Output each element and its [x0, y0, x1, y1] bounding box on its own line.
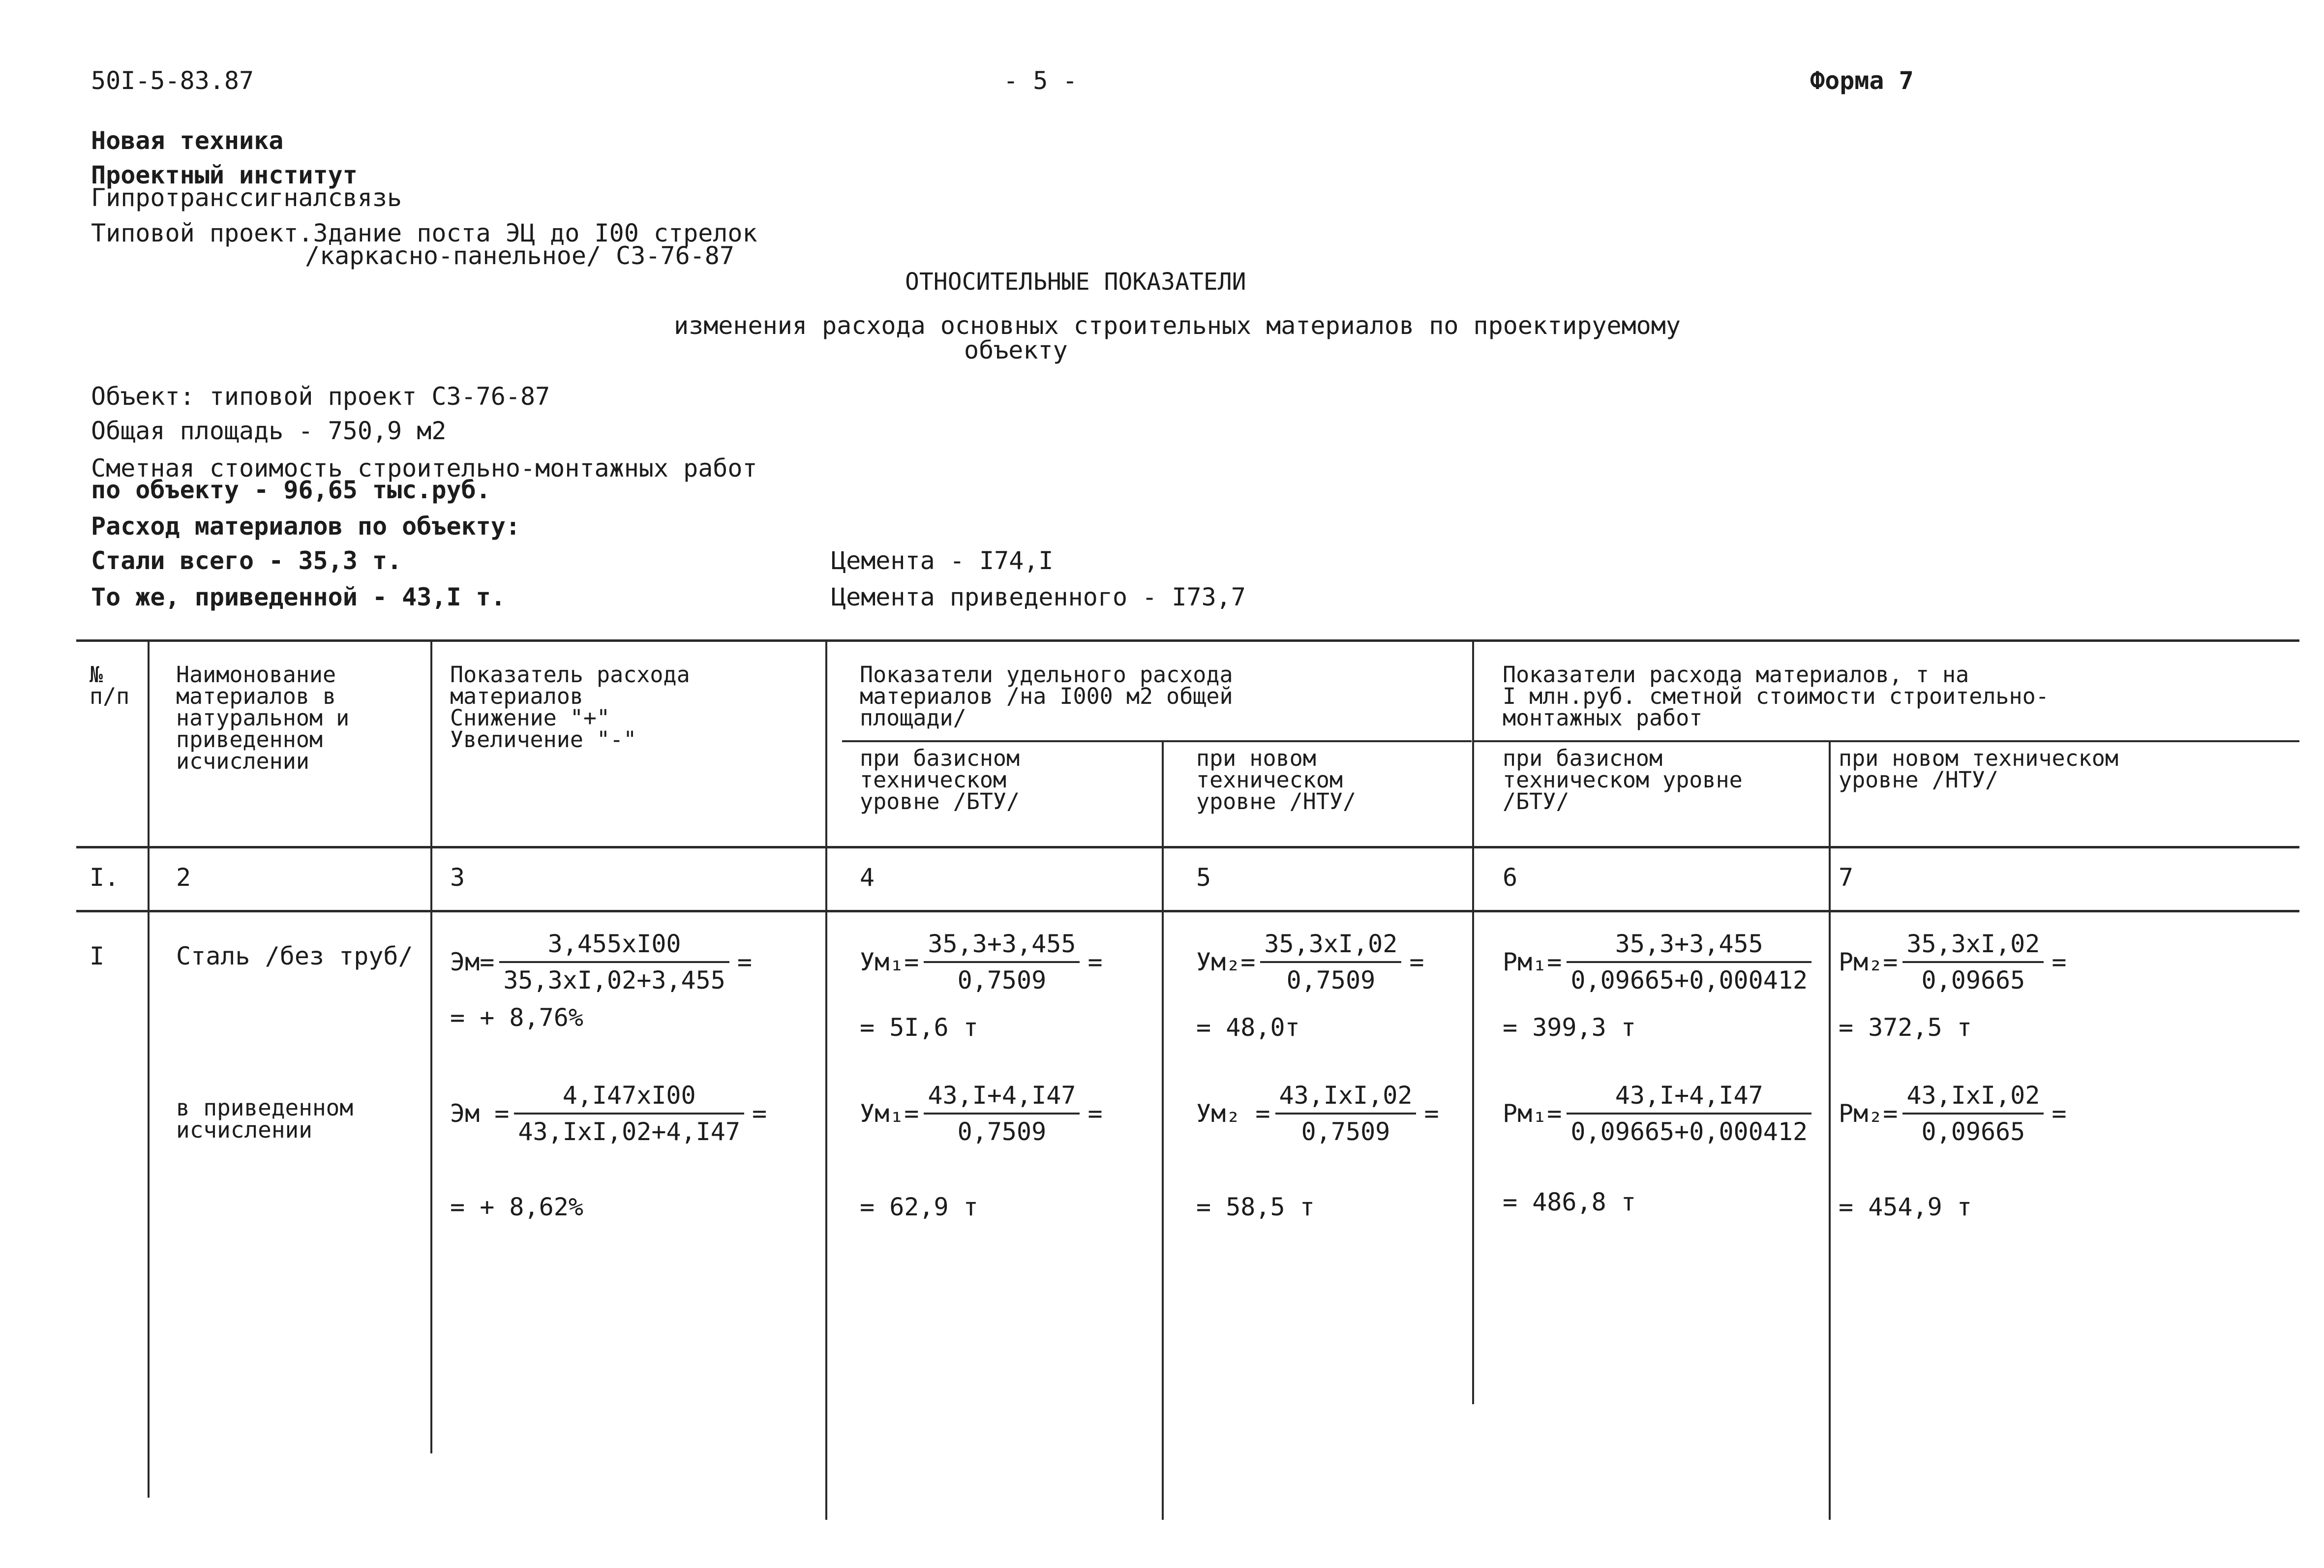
equals-sign: =: [1087, 948, 1103, 976]
col-divider-2: [430, 642, 432, 1453]
consumption-heading: Расход материалов по объекту:: [91, 512, 520, 541]
column-number-3: 3: [450, 863, 465, 892]
header-cost-btu: при базисном техническом уровне /БТУ/: [1503, 745, 1743, 814]
row-1-formula-col5: [1196, 930, 1424, 995]
formula-lhs: Ум₂ =: [1196, 1099, 1270, 1128]
formula-fraction: [1902, 1081, 2044, 1146]
org-line-1: Новая техника: [91, 126, 284, 155]
cement-reduced: Цемента приведенного - I73,7: [831, 583, 1246, 611]
doc-title: ОТНОСИТЕЛЬНЫЕ ПОКАЗАТЕЛИ: [905, 268, 1246, 296]
equals-sign: =: [2052, 1099, 2067, 1128]
formula-lhs: Ум₂=: [1196, 948, 1256, 976]
formula-numerator: 43,I+4,I47: [924, 1081, 1080, 1115]
steel-total: Стали всего - 35,3 т.: [91, 546, 402, 575]
formula-numerator: 3,455хI00: [499, 930, 729, 963]
row-1-formula-col6: [1503, 930, 1811, 995]
row-2-result-col3: = + 8,62%: [450, 1193, 583, 1221]
formula-denominator: 0,09665+0,000412: [1570, 1117, 1808, 1146]
formula-numerator: 35,3хI,02: [1902, 930, 2044, 963]
formula-fraction: [924, 1081, 1080, 1146]
formula-numerator: 35,3+3,455: [1567, 930, 1811, 963]
header-specific-ntu: при новом техническом уровне /НТУ/: [1196, 745, 1357, 814]
formula-fraction: [1275, 1081, 1417, 1146]
object-name: Объект: типовой проект СЗ-76-87: [91, 382, 550, 411]
formula-lhs: Рм₂=: [1839, 948, 1898, 976]
column-number-6: 6: [1503, 863, 1518, 892]
row-2-formula-col4: [860, 1081, 1103, 1146]
row-2-result-col4: = 62,9 т: [860, 1193, 978, 1221]
page-number: - 5 -: [1003, 66, 1078, 95]
formula-denominator: 0,7509: [1301, 1117, 1390, 1146]
column-number-7: 7: [1839, 863, 1854, 892]
column-number-1: I.: [90, 863, 120, 892]
formula-denominator: 0,7509: [957, 1117, 1047, 1146]
formula-lhs: Ум₁=: [860, 948, 919, 976]
row-1-formula-col4: [860, 930, 1103, 995]
formula-lhs: Рм₁=: [1503, 948, 1562, 976]
formula-numerator: 4,I47хI00: [514, 1081, 744, 1115]
col-divider-3: [825, 642, 827, 1520]
header-consumption-index: Показатель расхода материалов Снижение "+" Увеличение "-": [450, 662, 690, 753]
formula-denominator: 0,09665+0,000412: [1570, 966, 1808, 995]
formula-numerator: 35,3+3,455: [924, 930, 1080, 963]
formula-lhs: Рм₂=: [1839, 1099, 1898, 1128]
formula-fraction: [514, 1081, 744, 1146]
row-1-number: I: [90, 942, 105, 970]
equals-sign: =: [752, 1099, 767, 1128]
row-2-formula-col7: [1839, 1081, 2066, 1146]
header-specific-consumption: Показатели удельного расхода материалов /на I000 м2 общей площади/: [860, 662, 1233, 731]
row-2-formula-col5: [1196, 1081, 1439, 1146]
column-number-5: 5: [1196, 863, 1211, 892]
formula-denominator: 43,IхI,02+4,I47: [518, 1117, 740, 1146]
formula-lhs: Ум₁=: [860, 1099, 919, 1128]
formula-denominator: 0,09665: [1921, 1117, 2025, 1146]
formula-numerator: 43,IхI,02: [1275, 1081, 1417, 1115]
row-2-material-name-1: в приведенном: [176, 1094, 354, 1121]
steel-reduced: То же, приведенной - 43,I т.: [91, 583, 506, 611]
formula-numerator: 43,I+4,I47: [1567, 1081, 1811, 1115]
row-2-result-col7: = 454,9 т: [1839, 1193, 1972, 1221]
header-specific-btu: при базисном техническом уровне /БТУ/: [860, 745, 1020, 814]
col-divider-4: [1162, 740, 1164, 1520]
row-2-material-name-2: исчислении: [176, 1116, 312, 1143]
col-divider-5: [1472, 642, 1474, 1404]
col-divider-6: [1829, 740, 1831, 1520]
org-line-3: Гипротрансcигналсвязь: [91, 183, 402, 212]
equals-sign: =: [737, 948, 752, 976]
equals-sign: =: [1424, 1099, 1439, 1128]
colnum-bottom-rule: [76, 910, 2299, 912]
formula-lhs: Эм =: [450, 1099, 510, 1128]
row-2-result-col6: = 486,8 т: [1503, 1188, 1636, 1216]
subheader-rule-left: [842, 740, 1472, 742]
header-cost-ntu: при новом техническом уровне /НТУ/: [1839, 745, 2118, 793]
formula-denominator: 0,7509: [957, 966, 1047, 995]
formula-lhs: Эм=: [450, 948, 495, 976]
formula-denominator: 35,3хI,02+3,455: [503, 966, 725, 995]
row-1-result-col7: = 372,5 т: [1839, 1013, 1972, 1042]
object-cost-2: по объекту - 96,65 тыс.руб.: [91, 476, 491, 504]
row-2-result-col5: = 58,5 т: [1196, 1193, 1315, 1221]
col-divider-1: [148, 642, 150, 1498]
column-number-2: 2: [176, 863, 191, 892]
formula-fraction: [924, 930, 1080, 995]
header-cost-consumption: Показатели расхода материалов, т на I млн.руб. сметной стоимости строительно- монтажных работ: [1503, 662, 2049, 731]
table-top-rule: [76, 639, 2299, 642]
document-code: 50I-5-83.87: [91, 66, 254, 95]
header-bottom-rule: [76, 846, 2299, 848]
equals-sign: =: [1409, 948, 1424, 976]
column-number-4: 4: [860, 863, 875, 892]
formula-denominator: 0,09665: [1921, 966, 2025, 995]
form-label: Форма 7: [1810, 66, 1914, 95]
cement-total: Цемента - I74,I: [831, 546, 1054, 575]
row-1-result-col3: = + 8,76%: [450, 1003, 583, 1032]
row-1-result-col4: = 5I,6 т: [860, 1013, 978, 1042]
row-1-result-col6: = 399,3 т: [1503, 1013, 1636, 1042]
header-number: № п/п: [90, 662, 130, 709]
formula-denominator: 0,7509: [1286, 966, 1376, 995]
formula-fraction: [1260, 930, 1401, 995]
row-2-formula-col3: [450, 1081, 767, 1146]
object-area: Общая площадь - 750,9 м2: [91, 417, 447, 445]
row-1-formula-col7: [1839, 930, 2066, 995]
formula-numerator: 43,IхI,02: [1902, 1081, 2044, 1115]
project-line-1: Типовой проект.Здание поста ЭЦ до I00 стрелок: [91, 219, 757, 247]
doc-subtitle-2: объекту: [964, 336, 1068, 364]
formula-fraction: [1567, 930, 1811, 995]
header-material-name: Наимонование материалов в натуральном и приведенном исчислении: [176, 662, 350, 774]
row-1-material-name: Сталь /без труб/: [176, 942, 413, 970]
equals-sign: =: [1087, 1099, 1103, 1128]
row-1-formula-col3: [450, 930, 752, 995]
formula-numerator: 35,3хI,02: [1260, 930, 1401, 963]
formula-fraction: [1902, 930, 2044, 995]
doc-subtitle-1: изменения расхода основных строительных материалов по проектируемому: [674, 311, 1681, 340]
row-2-formula-col6: [1503, 1081, 1811, 1146]
formula-fraction: [499, 930, 729, 995]
row-1-result-col5: = 48,0т: [1196, 1013, 1300, 1042]
subheader-rule-right: [1472, 740, 2299, 742]
formula-lhs: Рм₁=: [1503, 1099, 1562, 1128]
org-line-2: Проектный институт: [91, 161, 358, 189]
project-line-2: /каркасно-панельное/ СЗ-76-87: [305, 241, 734, 270]
formula-fraction: [1567, 1081, 1811, 1146]
object-cost-1: Сметная стоимость строительно-монтажных работ: [91, 454, 757, 482]
equals-sign: =: [2052, 948, 2067, 976]
